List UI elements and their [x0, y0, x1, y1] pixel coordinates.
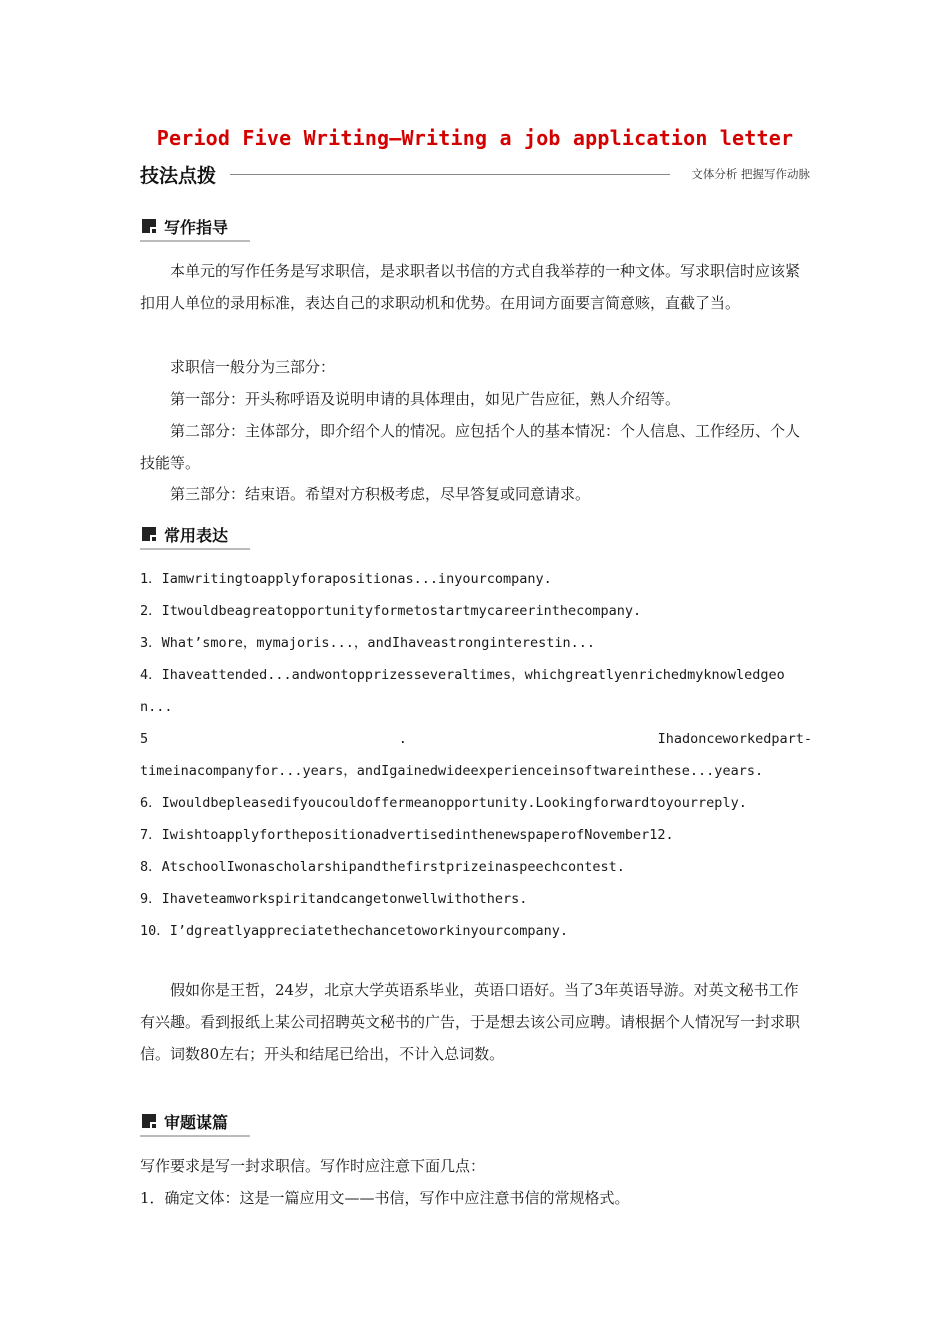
section-underline: [140, 1135, 250, 1137]
page-title: Period Five Writing—Writing a job application letter: [156, 126, 794, 150]
expression-text: Ihadonceworkedpart-: [657, 731, 812, 747]
expression-item: 2．Itwouldbeagreatopportunityformetostartmycareerinthecompany.: [140, 603, 642, 619]
expression-item: 9．Ihaveteamworkspiritandcangetonwellwithothers.: [140, 891, 528, 907]
section-title: 常用表达: [164, 526, 229, 545]
section-banner: [140, 160, 810, 190]
expression-item: 4．Ihaveattended...andwontopprizesseveraltimes，whichgreatlyenrichedmyknowledgeon...: [140, 667, 785, 715]
expression-dot: .: [398, 731, 407, 747]
expression-item: 1．Iamwritingtoapplyforapositionas...inyourcompany.: [140, 571, 552, 587]
section-title: 审题谋篇: [164, 1113, 229, 1132]
expression-item: 7．IwishtoapplyforthepositionadvertisedinthenewspaperofNovember12.: [140, 827, 674, 843]
guide-part3: 第三部分：结束语。希望对方积极考虑，尽早答复或同意请求。: [170, 485, 591, 503]
expression-item: 6．Iwouldbepleasedifyoucouldoffermeanopportunity.Lookingforwardtoyourreply.: [140, 795, 747, 811]
section-marker-icon: [142, 219, 156, 233]
section-header-expressions: [140, 522, 250, 548]
section-header-guide: [140, 214, 250, 240]
guide-part2: 第二部分：主体部分，即介绍个人的情况。应包括个人的基本情况：个人信息、工作经历、个人技能等。: [140, 422, 801, 472]
section-underline: [140, 240, 250, 242]
expression-item: 10．I’dgreatlyappreciatethechancetoworkinyourcompany.: [140, 923, 569, 939]
analysis-point-1: 1．确定文体：这是一篇应用文——书信，写作中应注意书信的常规格式。: [140, 1189, 630, 1207]
section-underline: [140, 548, 250, 550]
section-title: 写作指导: [164, 218, 229, 237]
section-header-analysis: [140, 1109, 250, 1135]
expression-item-5-continued: timeinacompanyfor...years，andIgainedwideexperienceinsoftwareinthese...years.: [140, 763, 764, 779]
banner-title: 技法点拨: [140, 165, 217, 187]
expression-item-5: [140, 723, 812, 755]
writing-task: 假如你是王哲，24岁，北京大学英语系毕业，英语口语好。当了3年英语导游。对英文秘书工作有兴趣。看到报纸上某公司招聘英文秘书的广告，于是想去该公司应聘。请根据个人情况写一封求职信。词数80左右；开头和结尾已给出，不计入总词数。: [140, 981, 801, 1063]
guide-intro: 本单元的写作任务是写求职信，是求职者以书信的方式自我举荐的一种文体。写求职信时应该紧扣用人单位的录用标准，表达自己的求职动机和优势。在用词方面要言简意赅，直截了当。: [140, 262, 801, 312]
expression-item: 3．What’smore，mymajoris...，andIhaveastronginterestin...: [140, 635, 596, 651]
banner-divider: [230, 174, 670, 175]
guide-parts-heading: 求职信一般分为三部分：: [170, 358, 336, 376]
section-marker-icon: [142, 1114, 156, 1128]
section-marker-icon: [142, 527, 156, 541]
expression-number: 5: [140, 731, 149, 747]
banner-subtitle: 文体分析 把握写作动脉: [691, 167, 810, 181]
expression-item: 8．AtschoolIwonascholarshipandthefirstprizeinaspeechcontest.: [140, 859, 625, 875]
guide-part1: 第一部分：开头称呼语及说明申请的具体理由，如见广告应征，熟人介绍等。: [170, 390, 681, 408]
analysis-intro: 写作要求是写一封求职信。写作时应注意下面几点：: [140, 1157, 486, 1175]
